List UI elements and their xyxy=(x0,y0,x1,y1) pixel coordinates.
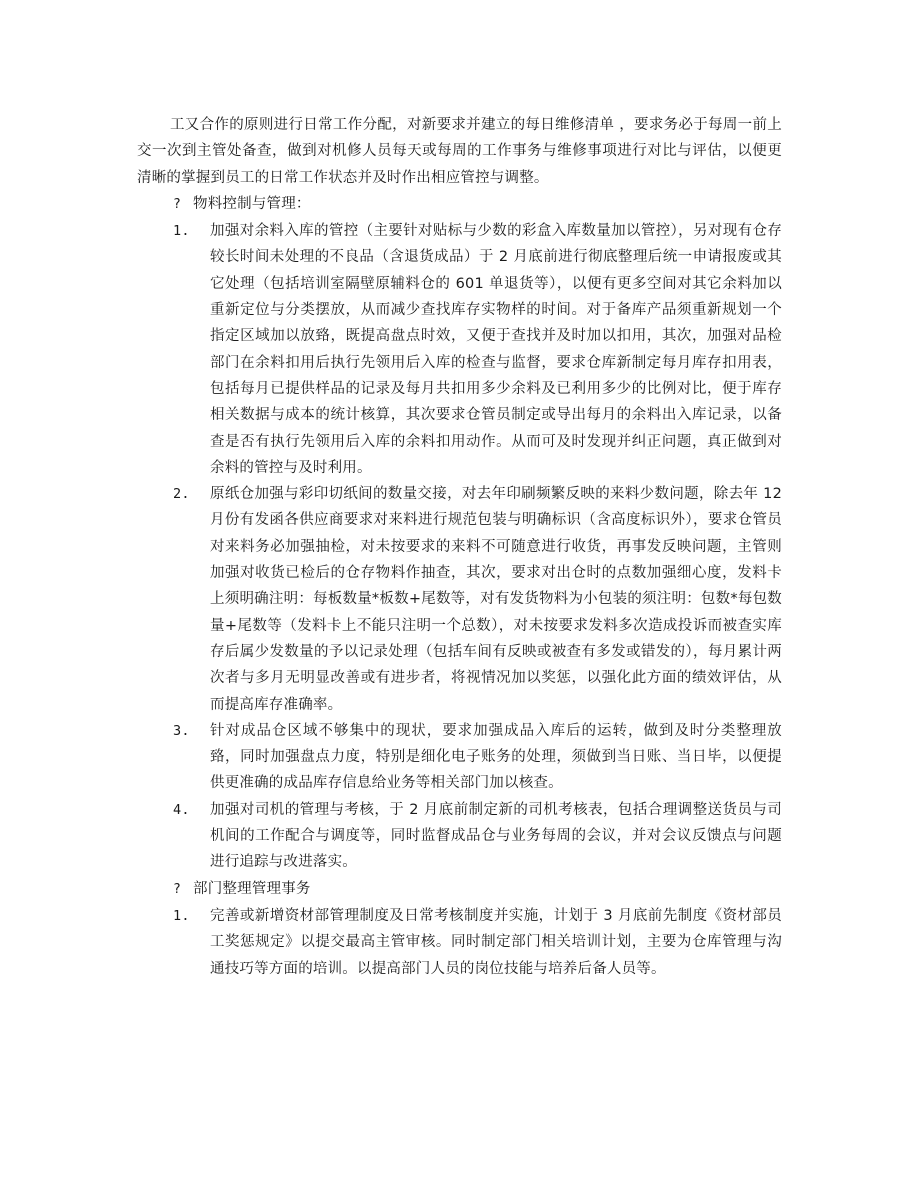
list-item xyxy=(137,718,782,797)
list-item xyxy=(137,903,782,982)
list-item-number: 2. xyxy=(173,486,190,503)
list-item xyxy=(137,218,782,481)
list-item-number: 1. xyxy=(173,223,190,240)
section-title: 部门整理管理事务 xyxy=(193,880,311,897)
section-bullet: ? xyxy=(173,196,182,212)
list-item-number: 3. xyxy=(173,722,190,739)
list-item-text: 原纸仓加强与彩印切纸间的数量交接，对去年印刷频繁反映的来料少数问题，除去年 12 月份有发函各供应商要求对来料进行规范包装与明确标识（含高度标识外），要求仓管员对来料务必加强抽检，对未按要求的来料不可随意进行收货，再事发反映问题，主管则加强对收货已检后的仓存物料作抽查，其次，要求对出仓时的点数加强细心度，发料卡上须明确注明：每板数量*板数+尾数等，对有发货物料为小包装的须注明：包数*每包数量+尾数等（发料卡上不能只注明一个总数），对未按要求发料多次造成投诉而被查实库存后属少发数量的予以记录处理（包括车间有反映或被查有多发或错发的），每月累计两次者与多月无明显改善或有进步者，将视情况加以奖惩，以强化此方面的绩效评估，从而提高库存准确率。 xyxy=(210,486,782,713)
section-bullet: ? xyxy=(173,881,182,897)
document-body xyxy=(137,112,782,982)
section-heading-materials xyxy=(137,191,782,218)
list-item xyxy=(137,797,782,876)
list-item-text: 加强对余料入库的管控（主要针对贴标与少数的彩盒入库数量加以管控），另对现有仓存较长时间未处理的不良品（含退货成品）于 2 月底前进行彻底整理后统一申请报废或其它处理（包括培训室隔壁原辅料仓的 601 单退货等），以便有更多空间对其它余料加以重新定位与分类摆放，从而减少查找库存实物样的时间。对于备库产品须重新规划一个指定区域加以放臵，既提高盘点时效，又便于查找并及时加以扣用，其次，加强对品检部门在余料扣用后执行先领用后入库的检查与监督，要求仓库新制定每月库存扣用表，包括每月已提供样品的记录及每月共扣用多少余料及已利用多少的比例对比，便于库存相关数据与成本的统计核算，其次要求仓管员制定或导出每月的余料出入库记录，以备查是否有执行先领用后入库的余料扣用动作。从而可及时发现并纠正问题，真正做到对余料的管控与及时利用。 xyxy=(210,223,782,476)
list-item-text: 完善或新增资材部管理制度及日常考核制度并实施，计划于 3 月底前先制度《资材部员工奖惩规定》以提交最高主管审核。同时制定部门相关培训计划，主要为仓库管理与沟通技巧等方面的培训。以提高部门人员的岗位技能与培养后备人员等。 xyxy=(210,907,782,977)
list-item-number: 4. xyxy=(173,801,190,818)
list-item-text: 加强对司机的管理与考核，于 2 月底前制定新的司机考核表，包括合理调整送货员与司机间的工作配合与调度等，同时监督成品仓与业务每周的会议，并对会议反馈点与问题进行追踪与改进落实。 xyxy=(210,801,782,871)
list-item xyxy=(137,481,782,718)
intro-paragraph: 工又合作的原则进行日常工作分配，对新要求并建立的每日维修清单 ，要求务必于每周一前上交一次到主管处备查，做到对机修人员每天或每周的工作事务与维修事项进行对比与评估，以便更清晰的掌握到员工的日常工作状态并及时作出相应管控与调整。 xyxy=(137,117,782,186)
list-item-text: 针对成品仓区域不够集中的现状，要求加强成品入库后的运转，做到及时分类整理放臵，同时加强盘点力度，特别是细化电子账务的处理，须做到当日账、当日毕，以便提供更准确的成品库存信息给业务等相关部门加以核查。 xyxy=(210,722,782,792)
section-title: 物料控制与管理： xyxy=(193,195,311,212)
section-heading-department xyxy=(137,876,782,903)
list-item-number: 1. xyxy=(173,907,190,924)
